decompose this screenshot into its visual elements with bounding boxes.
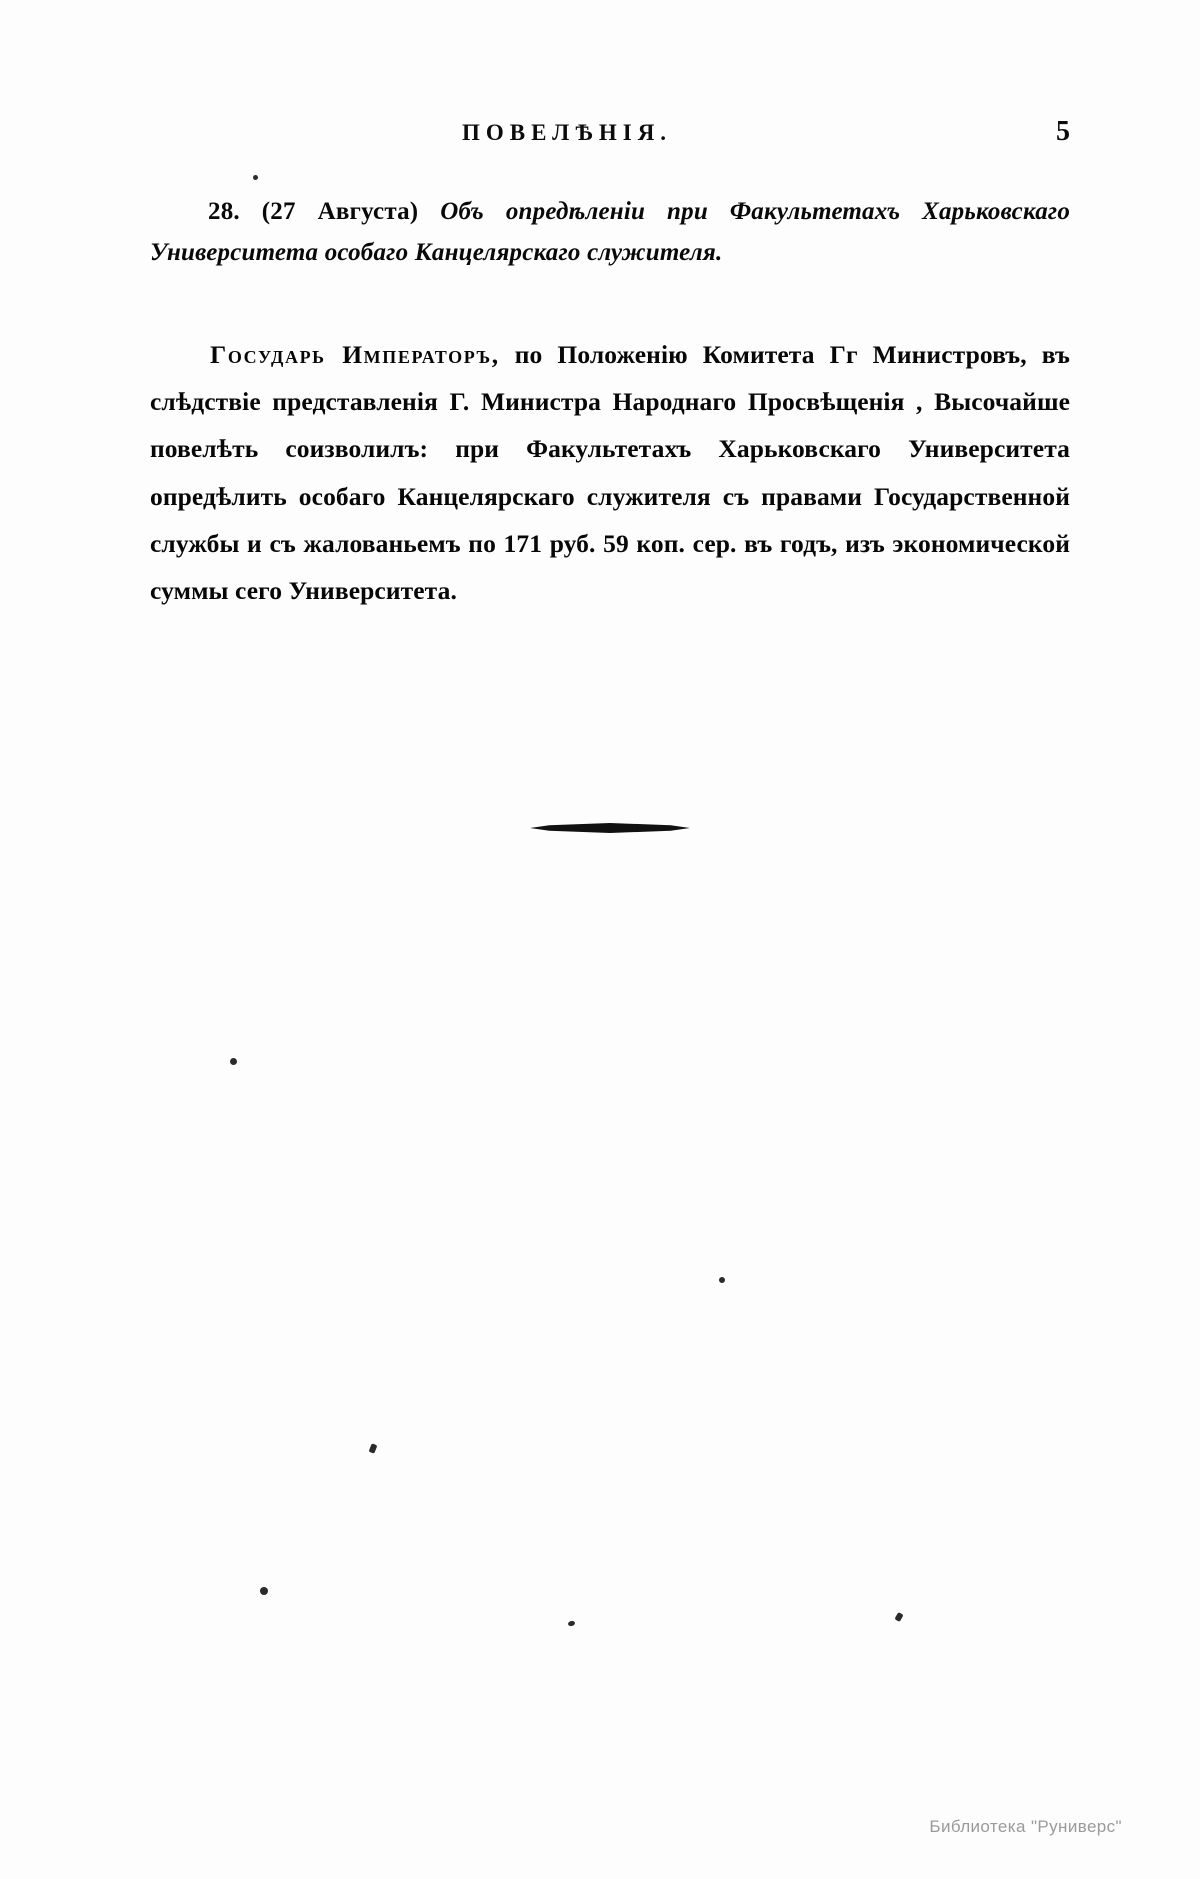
page-number: 5: [1056, 116, 1070, 147]
library-watermark: Библиотека "Руниверс": [929, 1817, 1122, 1836]
body-opening-smallcaps: Государь Императоръ,: [210, 340, 500, 369]
body-text: по Положенію Комитета Гг Министровъ, въ слѣдствіе представленія Г. Министра Народнаго Просвѣщенія , Высочайше повелѣть соизволилъ: при Факультетахъ Харьковскаго Университета опредѣлить особаго Канцелярскаго служителя съ правами Государственной службы и съ жалованьемъ по 171 руб. 59 коп. сер. въ годъ, изъ экономической суммы сего Университета.: [150, 340, 1070, 605]
entry-title: Объ опредѣленіи при Факультетахъ Харьковскаго Университета особаго Канцелярскаго служителя.: [150, 198, 1071, 266]
horizontal-rule-ornament-icon: [530, 823, 690, 833]
running-title: ПОВЕЛѢНІЯ.: [462, 120, 673, 145]
entry-heading: [150, 192, 1070, 273]
scan-speck: [260, 1587, 268, 1595]
page-content: [150, 116, 1071, 614]
scan-speck: [719, 1277, 725, 1283]
scan-speck: [567, 1620, 575, 1627]
body-paragraph: [150, 331, 1070, 614]
running-head: [150, 116, 1070, 166]
scan-speck: [253, 175, 258, 180]
ornament-container: [150, 820, 1070, 838]
scan-speck: [369, 1443, 378, 1454]
scan-speck: [894, 1612, 903, 1622]
scan-speck: [230, 1058, 237, 1065]
entry-number: 28.: [208, 198, 240, 225]
entry-date: (27 Августа): [261, 198, 419, 225]
